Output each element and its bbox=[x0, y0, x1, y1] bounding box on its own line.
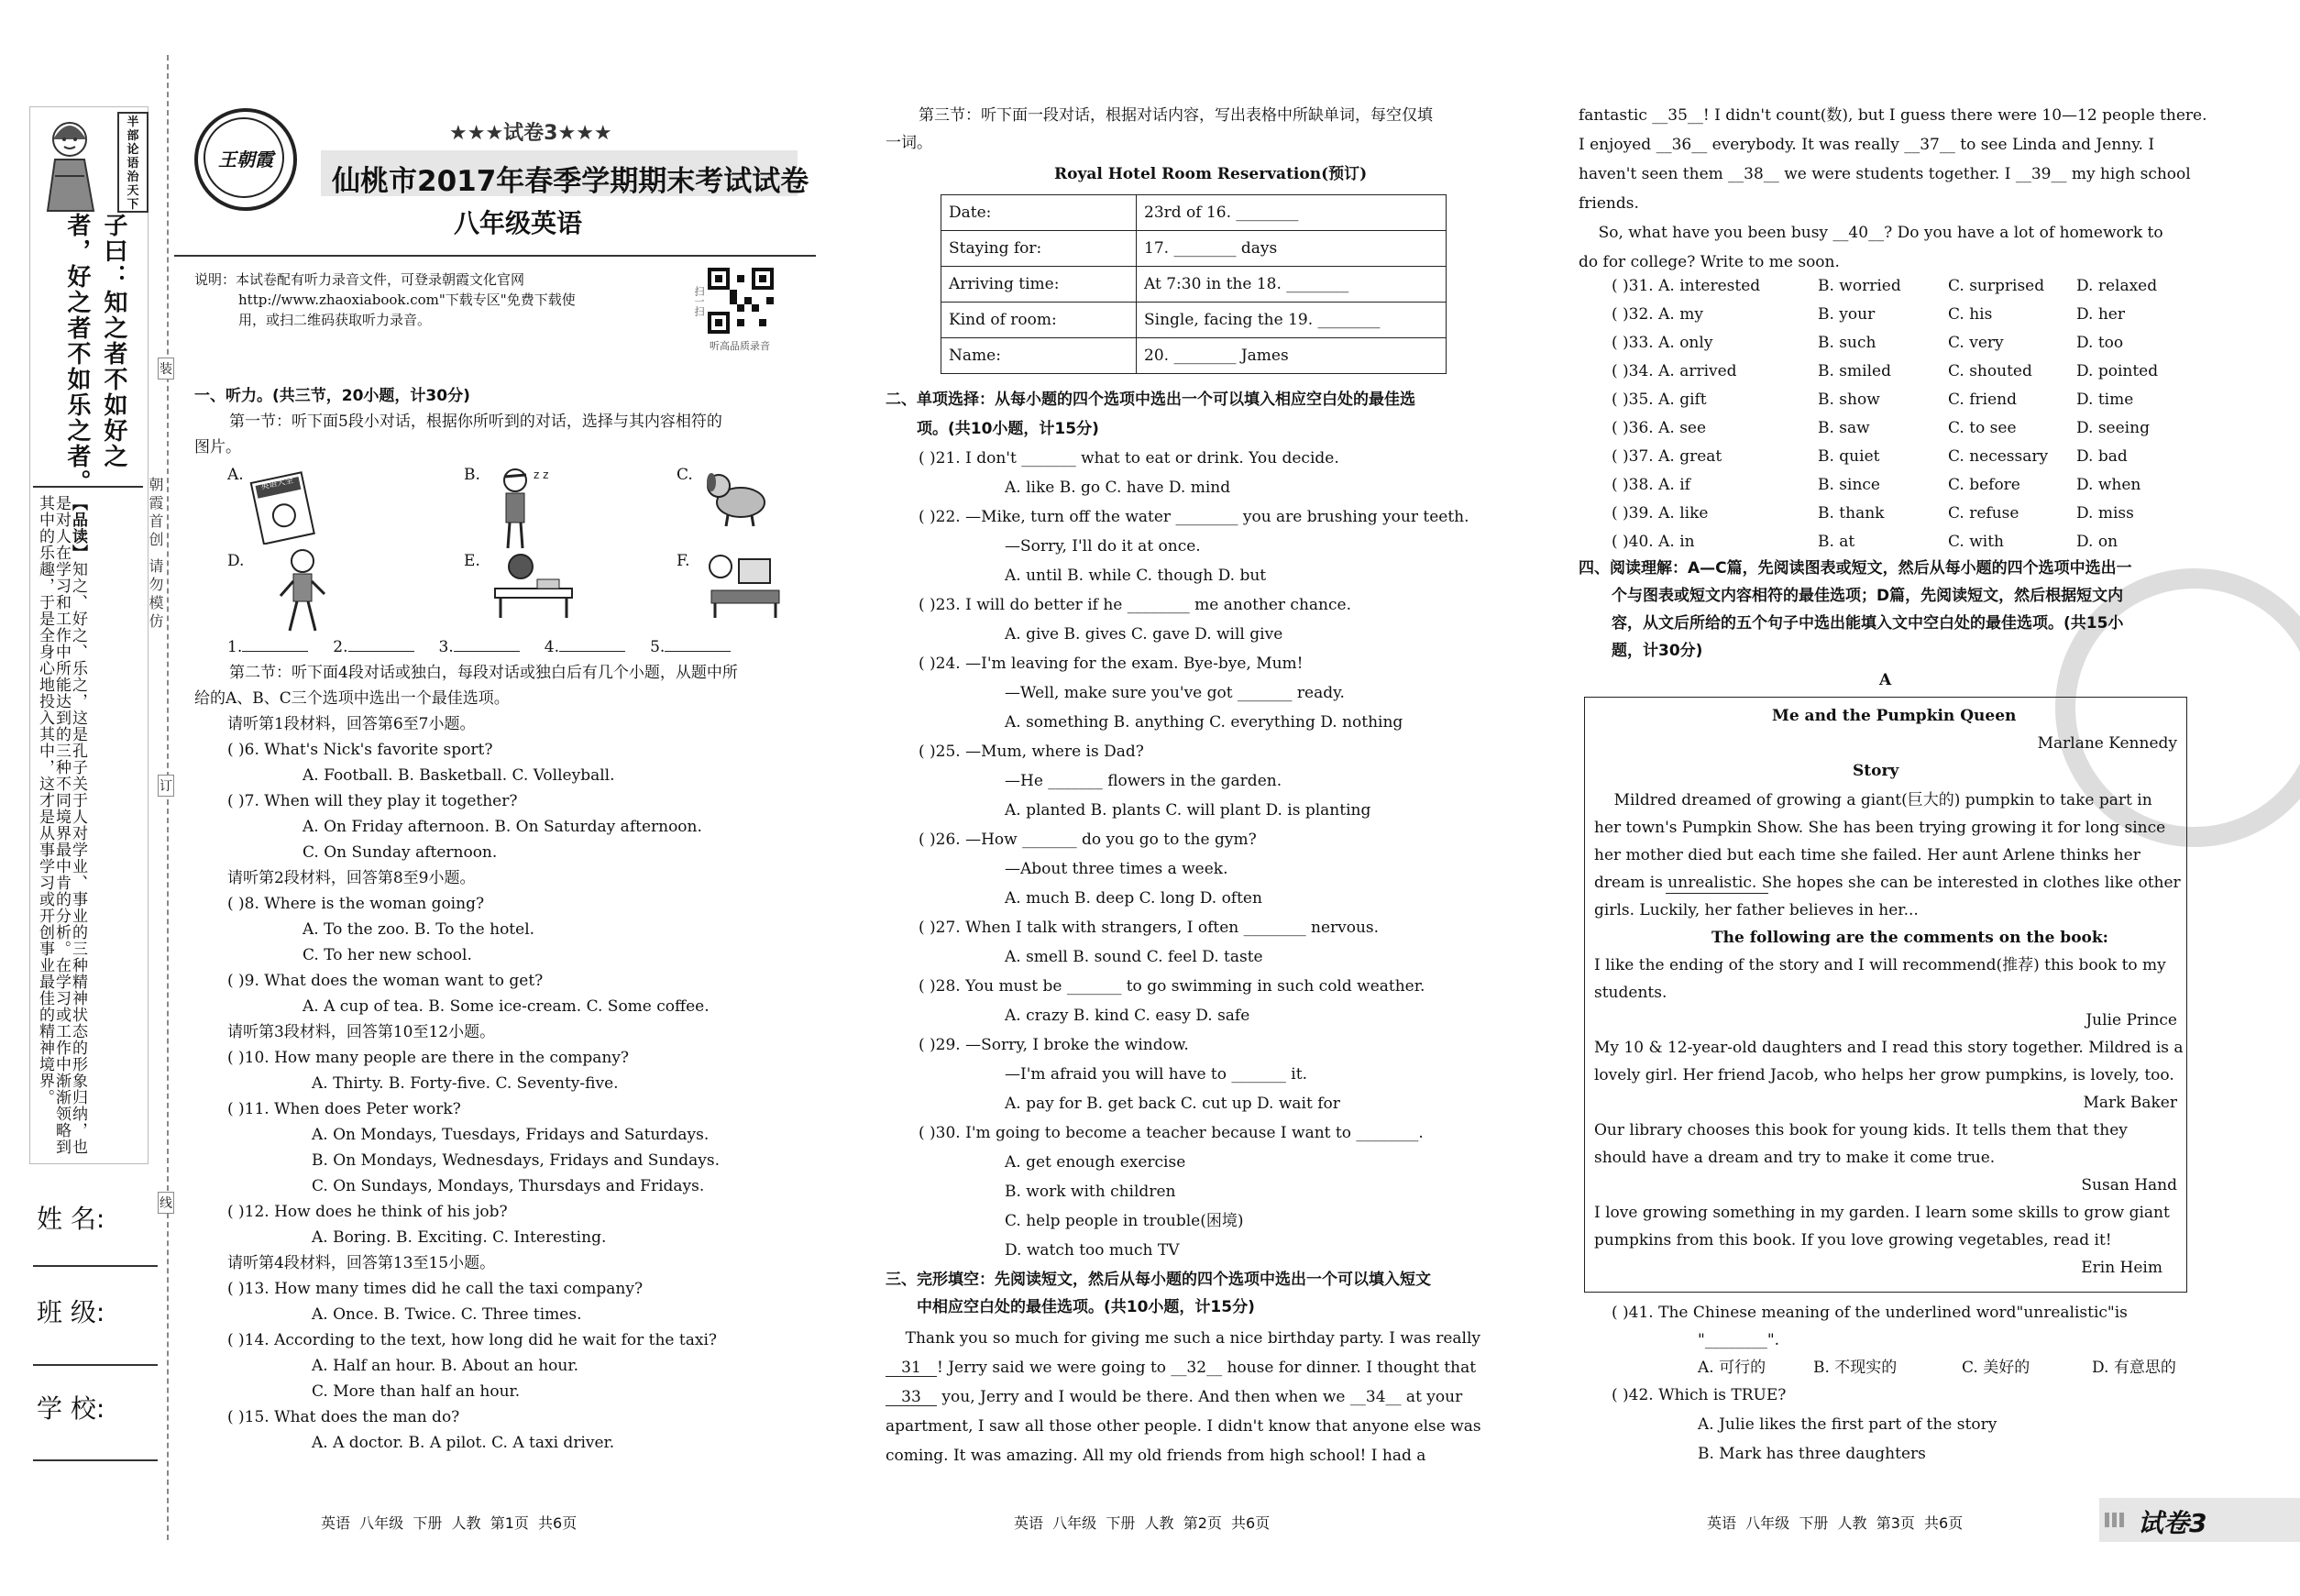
cut-marker: 订 bbox=[158, 775, 174, 797]
choice-b[interactable]: B. worried bbox=[1818, 277, 1901, 295]
svg-text:z z: z z bbox=[534, 468, 549, 481]
choice-row bbox=[1612, 506, 2134, 522]
cloze-line bbox=[886, 1390, 1462, 1406]
stamp-char: 论 bbox=[127, 143, 139, 157]
choice-b[interactable]: B. your bbox=[1818, 305, 1876, 324]
cloze-text: ! Jerry said we were going to __32__ house for dinner. I thought that bbox=[937, 1359, 1477, 1377]
quote-main: 子曰：知之者不如好之者，好之者不如乐之者。 bbox=[63, 213, 127, 495]
stamp-char: 语 bbox=[127, 157, 139, 171]
answer-label: 3. bbox=[438, 638, 454, 656]
table-key: Name: bbox=[941, 338, 1137, 374]
part-1-instruction: 图片。 bbox=[194, 438, 241, 457]
picture-label-b: B. bbox=[464, 466, 480, 484]
section-3-title: 中相应空白处的最佳选项。(共10小题，计15分) bbox=[917, 1298, 1255, 1316]
choice-row bbox=[1612, 392, 2133, 408]
comment-line: I like the ending of the story and I will recommend(推荐) this book to my bbox=[1594, 956, 2166, 974]
question-line: A. crazy B. kind C. easy D. safe bbox=[1005, 1007, 1250, 1025]
choice-a[interactable]: ( )34. A. arrived bbox=[1612, 362, 1737, 380]
class-field-label: 班 级: bbox=[37, 1297, 105, 1327]
comment-line: Our library chooses this book for young kids. It tells them that they bbox=[1594, 1121, 2128, 1139]
sleeping-boy-picture bbox=[486, 460, 568, 552]
answer-label: 1. bbox=[227, 638, 243, 656]
choice-row bbox=[1612, 421, 2150, 436]
choice-d[interactable]: D. pointed bbox=[2076, 362, 2159, 380]
table-title: Royal Hotel Room Reservation(预订) bbox=[1054, 165, 1368, 183]
question-line: A. like B. go C. have D. mind bbox=[1005, 479, 1231, 497]
story-line: dream is unrealistic. She hopes she can be interested in clothes like other bbox=[1594, 874, 2181, 892]
choice-row bbox=[1612, 534, 2118, 550]
comments-title: The following are the comments on the book: bbox=[1711, 929, 2108, 947]
question-line: A. Football. B. Basketball. C. Volleyball. bbox=[303, 766, 615, 785]
question-line: —Well, make sure you've got _______ ready. bbox=[1005, 684, 1345, 702]
choice-d[interactable]: D. too bbox=[2076, 334, 2124, 352]
question-line: —I'm afraid you will have to _______ it. bbox=[1005, 1065, 1307, 1084]
choice-c[interactable]: C. necessary bbox=[1948, 447, 2049, 466]
cloze-text: you, Jerry and I would be there. And then when we __34__ at your bbox=[937, 1388, 1463, 1406]
name-field-label: 姓 名: bbox=[37, 1204, 105, 1234]
story-line: her mother died but each time she failed. Her aunt Arlene thinks her bbox=[1594, 846, 2140, 864]
stamp-box bbox=[117, 112, 149, 213]
question-line: ( )28. You must be _______ to go swimming in such cold weather. bbox=[919, 977, 1425, 996]
table-value[interactable]: 20. ________ James bbox=[1137, 338, 1447, 374]
stamp-char: 治 bbox=[127, 171, 139, 184]
brand-logo-text: 王朝霞 bbox=[218, 149, 273, 171]
section-1-title: 一、听力。(共三节，20小题，计30分) bbox=[194, 387, 470, 405]
title-rule bbox=[174, 255, 816, 257]
brand-logo bbox=[194, 108, 297, 211]
question-line: B. work with children bbox=[1005, 1183, 1176, 1201]
answer-blank-1[interactable] bbox=[242, 651, 308, 652]
stamp-char: 下 bbox=[127, 198, 139, 212]
school-field[interactable] bbox=[33, 1459, 158, 1461]
question-line: A. pay for B. get back C. cut up D. wait for bbox=[1005, 1095, 1340, 1113]
choice-b[interactable]: B. such bbox=[1818, 334, 1876, 352]
book-review-box bbox=[1584, 697, 2187, 1293]
choice-b[interactable]: B. Mark has three daughters bbox=[1698, 1445, 1926, 1463]
story-line: Mildred dreamed of growing a giant(巨大的) pumpkin to take part in bbox=[1594, 791, 2152, 809]
choice-d[interactable]: D. relaxed bbox=[2076, 277, 2158, 295]
scan-label: 扫一扫 bbox=[693, 286, 705, 316]
note-line: http://www.zhaoxiabook.com"下载专区"免费下载使 bbox=[238, 292, 576, 308]
choice-b[interactable]: B. saw bbox=[1818, 419, 1870, 437]
question-42: ( )42. Which is TRUE? bbox=[1612, 1386, 1787, 1404]
stamp-char: 天 bbox=[127, 184, 139, 198]
comment-author: Susan Hand bbox=[2081, 1176, 2177, 1194]
dog-picture bbox=[697, 466, 779, 530]
choice-row bbox=[1612, 449, 2128, 465]
choice-a[interactable]: ( )33. A. only bbox=[1612, 334, 1713, 352]
choice-c[interactable]: C. before bbox=[1948, 476, 2020, 494]
picture-label-c: C. bbox=[677, 466, 693, 484]
choice-c[interactable]: C. his bbox=[1948, 305, 1993, 324]
choice-d[interactable]: D. miss bbox=[2076, 504, 2134, 523]
choice-b[interactable]: B. 不现实的 bbox=[1813, 1359, 1898, 1377]
choice-d[interactable]: D. when bbox=[2076, 476, 2141, 494]
section-4-title: 个与图表或短文内容相符的最佳选项；D篇，先阅读短文，然后根据短文内 bbox=[1612, 587, 2124, 605]
note-line: 用，或扫二维码获取听力录音。 bbox=[238, 312, 432, 328]
table-row bbox=[941, 195, 1447, 231]
question-line: ( )14. According to the text, how long did he wait for the taxi? bbox=[227, 1331, 718, 1349]
exam-subtitle: 八年级英语 bbox=[454, 208, 583, 238]
question-line: ( )22. —Mike, turn off the water ________ you are brushing your teeth. bbox=[919, 508, 1469, 526]
question-line: ( )23. I will do better if he ________ me another chance. bbox=[919, 596, 1351, 614]
choice-c[interactable]: C. with bbox=[1948, 533, 2004, 551]
answer-label: 5. bbox=[650, 638, 666, 656]
comment-author: Mark Baker bbox=[2083, 1094, 2177, 1112]
part-2-instruction: 第二节：听下面4段对话或独白，每段对话或独白后有几个小题，从题中所 bbox=[229, 664, 738, 682]
choice-c[interactable]: C. friend bbox=[1948, 391, 2017, 409]
page-footer: 英语 八年级 下册 人教 第3页 共6页 bbox=[1707, 1514, 1964, 1532]
part-2-instruction: 给的A、B、C三个选项中选出一个最佳选项。 bbox=[194, 689, 510, 708]
cloze-line: coming. It was amazing. All my old friends from high school! I had a bbox=[886, 1447, 1426, 1465]
cloze-blank-33[interactable]: 33 bbox=[886, 1390, 937, 1406]
question-line: ( )9. What does the woman want to get? bbox=[227, 972, 544, 990]
cloze-line: haven't seen them __38__ we were students together. I __39__ my high school bbox=[1579, 165, 2191, 183]
reservation-table bbox=[941, 194, 1447, 374]
comment-line: lovely girl. Her friend Jacob, who helps her grow pumpkins, is lovely, too. bbox=[1594, 1066, 2174, 1084]
paper-label: ★★★试卷3★★★ bbox=[449, 122, 612, 145]
class-field[interactable] bbox=[33, 1364, 158, 1366]
exam-title-text: 仙桃市2017年春季学期期末考试试卷 bbox=[332, 165, 809, 198]
left-strip bbox=[0, 0, 172, 1596]
table-row bbox=[941, 267, 1447, 303]
question-41-options bbox=[1698, 1360, 2176, 1376]
answer-blank-5[interactable] bbox=[665, 651, 731, 652]
part-1-instruction: 第一节：听下面5段小对话，根据你所听到的对话，选择与其内容相符的 bbox=[229, 413, 722, 431]
choice-b[interactable]: B. at bbox=[1818, 533, 1855, 551]
cloze-line: fantastic __35__! I didn't count(数), but I guess there were 10—12 people there. bbox=[1579, 106, 2207, 125]
section-3-title: 三、完形填空：先阅读短文，然后从每小题的四个选项中选出一个可以填入短文 bbox=[886, 1271, 1431, 1289]
section-2-title: 项。(共10小题，计15分) bbox=[917, 420, 1099, 438]
book-author: Marlane Kennedy bbox=[2037, 734, 2177, 753]
school-field-label: 学 校: bbox=[37, 1393, 105, 1424]
question-line: A. A doctor. B. A pilot. C. A taxi driver. bbox=[312, 1434, 615, 1452]
page-footer: 英语 八年级 下册 人教 第2页 共6页 bbox=[1014, 1514, 1271, 1532]
table-row bbox=[941, 303, 1447, 338]
choice-c[interactable]: C. surprised bbox=[1948, 277, 2045, 295]
question-line: —He _______ flowers in the garden. bbox=[1005, 772, 1282, 790]
question-line: C. More than half an hour. bbox=[312, 1382, 521, 1401]
choice-c[interactable]: C. to see bbox=[1948, 419, 2017, 437]
question-line: A. Once. B. Twice. C. Three times. bbox=[312, 1305, 582, 1324]
qr-code-icon[interactable] bbox=[708, 268, 774, 334]
corner-label: 试卷3 bbox=[2138, 1508, 2207, 1538]
question-line: C. On Sundays, Mondays, Thursdays and Fridays. bbox=[312, 1177, 705, 1195]
stamp-char: 半 bbox=[127, 116, 139, 129]
choice-b[interactable]: B. smiled bbox=[1818, 362, 1891, 380]
question-line: ( )13. How many times did he call the taxi company? bbox=[227, 1280, 644, 1298]
question-line: —About three times a week. bbox=[1005, 860, 1228, 878]
choice-a[interactable]: ( )31. A. interested bbox=[1612, 277, 1761, 295]
question-line: ( )7. When will they play it together? bbox=[227, 792, 518, 810]
choice-b[interactable]: B. thank bbox=[1818, 504, 1885, 523]
quote-divider bbox=[33, 486, 143, 488]
girl-at-desk-picture bbox=[486, 546, 578, 620]
table-value[interactable]: Single, facing the 19. ________ bbox=[1137, 303, 1447, 338]
question-line: A. To the zoo. B. To the hotel. bbox=[303, 920, 535, 939]
part-3-instruction: 一词。 bbox=[886, 134, 932, 152]
section-4-title: 题，计30分) bbox=[1612, 642, 1703, 660]
choice-row bbox=[1612, 336, 2123, 351]
page-1 bbox=[174, 0, 816, 1596]
cloze-blank-31[interactable]: 31 bbox=[886, 1360, 937, 1377]
story-line: girls. Luckily, her father believes in her... bbox=[1594, 901, 1919, 919]
question-line: ( )11. When does Peter work? bbox=[227, 1100, 461, 1118]
boy-running-picture bbox=[266, 545, 339, 636]
section-2-title: 二、单项选择：从每小题的四个选项中选出一个可以填入相应空白处的最佳选 bbox=[886, 391, 1415, 409]
comment-line: My 10 & 12-year-old daughters and I read this story together. Mildred is a bbox=[1594, 1039, 2184, 1057]
answer-label: 2. bbox=[333, 638, 348, 656]
question-line: A. something B. anything C. everything D. nothing bbox=[1005, 713, 1403, 732]
question-41: ( )41. The Chinese meaning of the underlined word"unrealistic"is bbox=[1612, 1304, 2128, 1322]
cut-marker: 线 bbox=[158, 1192, 174, 1214]
stamp-char: 部 bbox=[127, 129, 139, 143]
choice-d[interactable]: D. time bbox=[2076, 391, 2134, 409]
choice-row bbox=[1612, 307, 2125, 323]
comment-author: Julie Prince bbox=[2085, 1011, 2177, 1029]
book-title: Me and the Pumpkin Queen bbox=[1772, 707, 2017, 725]
choice-b[interactable]: B. since bbox=[1818, 476, 1880, 494]
choice-row bbox=[1612, 279, 2157, 294]
question-line: A. Half an hour. B. About an hour. bbox=[312, 1357, 579, 1375]
question-line: ( )25. —Mum, where is Dad? bbox=[919, 743, 1144, 761]
cloze-line: apartment, I saw all those other people. I didn't know that anyone else was bbox=[886, 1417, 1481, 1436]
table-value[interactable]: 23rd of 16. ________ bbox=[1137, 195, 1447, 231]
choice-a[interactable]: A. 可行的 bbox=[1698, 1359, 1766, 1377]
comment-line: should have a dream and try to make it come true. bbox=[1594, 1149, 1996, 1167]
choice-row bbox=[1612, 478, 2140, 493]
choice-a[interactable]: A. Julie likes the first part of the story bbox=[1698, 1415, 1997, 1434]
page-3 bbox=[1579, 0, 2207, 1596]
answer-blanks bbox=[227, 640, 731, 655]
comment-line: I love growing something in my garden. I learn some skills to grow giant bbox=[1594, 1204, 2170, 1222]
question-line: C. To her new school. bbox=[303, 946, 472, 964]
answer-blank-3[interactable] bbox=[454, 651, 520, 652]
sage-figure-icon bbox=[33, 112, 116, 213]
question-line: A. get enough exercise bbox=[1005, 1153, 1186, 1172]
cloze-line bbox=[886, 1360, 1476, 1377]
choice-b[interactable]: B. quiet bbox=[1818, 447, 1880, 466]
pindu-text: 知之、好之、乐之，这是孔子关于人对学业、事业的三种精神状态的形象归纳，也是对人在学习和工作中所能达到的三种不同境界最中肯的分析。在学习或工作中渐渐领略到其中的乐趣，于是全身心地投入其中，这才是从事学习或开创事业最佳的精神境界。 bbox=[36, 495, 87, 1155]
cloze-line: do for college? Write to me soon. bbox=[1579, 253, 1840, 271]
exam-title bbox=[321, 150, 809, 198]
question-line: ( )27. When I talk with strangers, I often ________ nervous. bbox=[919, 919, 1380, 937]
question-line: ( )8. Where is the woman going? bbox=[227, 895, 485, 913]
table-row bbox=[941, 231, 1447, 267]
question-line: ( )21. I don't _______ what to eat or drink. You decide. bbox=[919, 449, 1339, 468]
question-line: ( )26. —How _______ do you go to the gym? bbox=[919, 831, 1257, 849]
underline-unrealistic bbox=[1666, 893, 1768, 894]
cloze-line: Thank you so much for giving me such a nice birthday party. I was really bbox=[886, 1329, 1480, 1348]
picture-label-e: E. bbox=[464, 552, 480, 570]
section-4-title: 容，从文后所给的五个句子中选出能填入文中空白处的最佳选项。(共15小 bbox=[1612, 614, 2124, 633]
story-label: Story bbox=[1853, 762, 1899, 780]
choice-d[interactable]: D. 有意思的 bbox=[2092, 1359, 2176, 1377]
question-line: A. On Friday afternoon. B. On Saturday afternoon. bbox=[303, 818, 702, 836]
comment-line: pumpkins from this book. If you love growing vegetables, read it! bbox=[1594, 1231, 2112, 1249]
question-line: ( )24. —I'm leaving for the exam. Bye-bye, Mum! bbox=[919, 655, 1304, 673]
choice-a[interactable]: ( )39. A. like bbox=[1612, 504, 1709, 523]
question-line: C. On Sunday afternoon. bbox=[303, 843, 498, 862]
question-line: ( )15. What does the man do? bbox=[227, 1408, 460, 1426]
question-line: A. give B. gives C. gave D. will give bbox=[1005, 625, 1283, 644]
question-line: A. much B. deep C. long D. often bbox=[1005, 889, 1262, 908]
question-line: A. Thirty. B. Forty-five. C. Seventy-five. bbox=[312, 1074, 619, 1093]
pindu-block bbox=[37, 495, 86, 1155]
qr-caption: 听高品质录音 bbox=[710, 340, 770, 352]
section-4-title: 四、阅读理解：A—C篇，先阅读图表或短文，然后从每小题的四个选项中选出一 bbox=[1579, 559, 2132, 578]
page-footer: 英语 八年级 下册 人教 第1页 共6页 bbox=[321, 1514, 578, 1532]
choice-a[interactable]: ( )35. A. gift bbox=[1612, 391, 1707, 409]
question-line: ( )10. How many people are there in the company? bbox=[227, 1049, 630, 1067]
comment-author: Erin Heim bbox=[2081, 1259, 2162, 1277]
boy-computer-picture bbox=[693, 546, 785, 620]
choice-c[interactable]: C. very bbox=[1948, 334, 2004, 352]
choice-d[interactable]: D. on bbox=[2076, 533, 2118, 551]
question-line: 请听第4段材料，回答第13至15小题。 bbox=[227, 1254, 496, 1272]
pindu-title: 【品读】 bbox=[69, 495, 87, 561]
table-key: Date: bbox=[941, 195, 1137, 231]
choice-a[interactable]: ( )40. A. in bbox=[1612, 533, 1695, 551]
question-line: A. A cup of tea. B. Some ice-cream. C. Some coffee. bbox=[303, 997, 710, 1016]
question-line: A. On Mondays, Tuesdays, Fridays and Saturdays. bbox=[312, 1126, 710, 1144]
cloze-line: I enjoyed __36__ everybody. It was really __37__ to see Linda and Jenny. I bbox=[1579, 136, 2155, 154]
question-line: 请听第2段材料，回答第8至9小题。 bbox=[227, 869, 476, 887]
question-41-blank[interactable]: "________". bbox=[1698, 1331, 1780, 1349]
table-key: Arriving time: bbox=[941, 267, 1137, 303]
question-line: ( )12. How does he think of his job? bbox=[227, 1203, 508, 1221]
page-2 bbox=[886, 0, 1509, 1596]
question-line: ( )30. I'm going to become a teacher because I want to ________. bbox=[919, 1124, 1424, 1142]
choice-a[interactable]: ( )36. A. see bbox=[1612, 419, 1707, 437]
comment-line: students. bbox=[1594, 984, 1667, 1002]
choice-d[interactable]: D. bad bbox=[2076, 447, 2128, 466]
choice-a[interactable]: ( )38. A. if bbox=[1612, 476, 1690, 494]
table-row bbox=[941, 338, 1447, 374]
question-line: 请听第1段材料，回答第6至7小题。 bbox=[227, 715, 476, 733]
book-picture-text: 英语大全 bbox=[259, 476, 294, 492]
choice-row bbox=[1612, 364, 2158, 380]
question-line: D. watch too much TV bbox=[1005, 1241, 1180, 1260]
choice-a[interactable]: ( )37. A. great bbox=[1612, 447, 1722, 466]
question-line: C. help people in trouble(困境) bbox=[1005, 1212, 1244, 1230]
cloze-line: friends. bbox=[1579, 194, 1639, 213]
answer-blank-4[interactable] bbox=[559, 651, 625, 652]
picture-label-d: D. bbox=[227, 552, 245, 570]
question-line: A. planted B. plants C. will plant D. is planting bbox=[1005, 801, 1371, 820]
cloze-line: So, what have you been busy __40__? Do you have a lot of homework to bbox=[1579, 224, 2163, 242]
answer-blank-2[interactable] bbox=[348, 651, 414, 652]
choice-a[interactable]: ( )32. A. my bbox=[1612, 305, 1703, 324]
choice-c[interactable]: C. shouted bbox=[1948, 362, 2032, 380]
question-line: —Sorry, I'll do it at once. bbox=[1005, 537, 1201, 556]
question-line: ( )6. What's Nick's favorite sport? bbox=[227, 741, 493, 759]
picture-label-f: F. bbox=[677, 552, 690, 570]
table-key: Kind of room: bbox=[941, 303, 1137, 338]
choice-c[interactable]: C. 美好的 bbox=[1962, 1359, 2030, 1377]
question-line: B. On Mondays, Wednesdays, Fridays and Sundays. bbox=[312, 1151, 721, 1170]
table-value[interactable]: 17. ________ days bbox=[1137, 231, 1447, 267]
question-line: A. Boring. B. Exciting. C. Interesting. bbox=[312, 1228, 607, 1247]
table-key: Staying for: bbox=[941, 231, 1137, 267]
story-line: her town's Pumpkin Show. She has been trying growing it for long since bbox=[1594, 819, 2166, 837]
picture-label-a: A. bbox=[227, 466, 244, 484]
question-line: 请听第3段材料，回答第10至12小题。 bbox=[227, 1023, 496, 1041]
passage-label: A bbox=[1879, 671, 1892, 689]
cut-marker: 装 bbox=[158, 358, 174, 380]
part-3-instruction: 第三节：听下面一段对话，根据对话内容，写出表格中所缺单词，每空仅填 bbox=[919, 106, 1433, 125]
choice-d[interactable]: D. her bbox=[2076, 305, 2125, 324]
note-line: 说明：本试卷配有听力录音文件，可登录朝霞文化官网 bbox=[194, 271, 525, 288]
side-note: 朝霞首创 请勿模仿 bbox=[147, 477, 164, 633]
choice-c[interactable]: C. refuse bbox=[1948, 504, 2019, 523]
corner-dots bbox=[2105, 1513, 2127, 1527]
answer-label: 4. bbox=[544, 638, 560, 656]
question-line: ( )29. —Sorry, I broke the window. bbox=[919, 1036, 1189, 1054]
name-field[interactable] bbox=[33, 1265, 158, 1267]
table-value[interactable]: At 7:30 in the 18. ________ bbox=[1137, 267, 1447, 303]
choice-d[interactable]: D. seeing bbox=[2076, 419, 2150, 437]
question-line: A. until B. while C. though D. but bbox=[1005, 567, 1267, 585]
question-line: A. smell B. sound C. feel D. taste bbox=[1005, 948, 1263, 966]
choice-b[interactable]: B. show bbox=[1818, 391, 1880, 409]
cut-line bbox=[167, 55, 169, 1540]
